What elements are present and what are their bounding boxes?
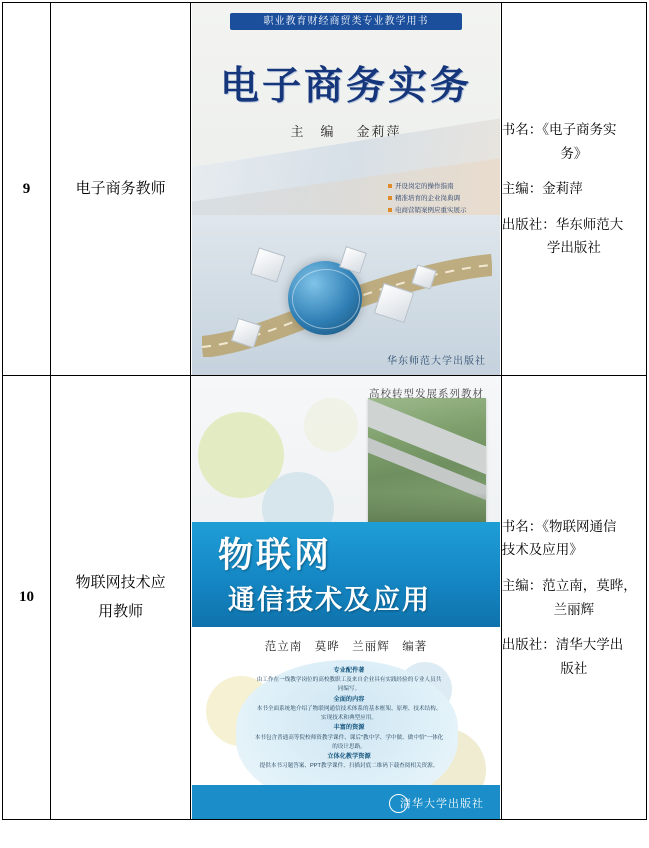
book-editor-line1: 主编：范立南，莫晔， [501, 577, 637, 593]
cover-desc-heading-2: 全面的内容 [333, 695, 365, 703]
book-title-info [502, 118, 646, 165]
table-row [3, 3, 647, 376]
book-list-table [2, 2, 647, 820]
row-role-line2: 用教师 [98, 603, 144, 620]
cover-photo [368, 398, 486, 526]
cover-bullet-1: 开设岗定的操作指南 [388, 181, 467, 193]
cover-bullet-2: 精准培育的企业岗典调 [388, 193, 467, 205]
book-editor-info [502, 574, 646, 621]
cover-desc-heading-1: 专业配件著 [333, 667, 365, 674]
book-title-line1: 书名：《物联网通信 [501, 518, 617, 534]
book-publisher-line2: 学出版社 [546, 240, 601, 256]
row-role-line1: 物联网技术应 [75, 575, 166, 591]
cover-electronic-commerce [192, 3, 500, 375]
book-editor-info [502, 177, 646, 201]
cover-desc-text-4: 提供本书习题答案、PPT教学课件、扫描封底二维码下载查阅相关资源。 [259, 763, 439, 770]
cover-authors: 范立南 莫晔 兰丽辉 编著 [264, 641, 428, 653]
cover-series-label: 高校转型发展系列教材 [369, 389, 484, 400]
cover-circle-3 [304, 398, 358, 452]
book-title-line2: 务》 [560, 145, 588, 161]
row-role: 电子商务教师 [51, 3, 191, 376]
cover-iot [192, 376, 500, 819]
cover-title-line2: 通信技术及应用 [228, 585, 431, 615]
cover-series-band: 职业教育财经商贸类专业教学用书 [230, 13, 462, 30]
book-publisher-line1: 出版社：清华大学出 [501, 637, 624, 653]
cover-desc-heading-3: 丰富的资源 [333, 724, 365, 732]
cover-title-line1: 物联网 [218, 536, 333, 575]
cover-desc-text-1: 由工作在一线教学岗位的高校教职工及来自企业具有实践经验的专业人员共同编写。 [256, 677, 442, 693]
row-index: 9 [3, 3, 51, 376]
cover-desc-text-3: 本书包含普通高等院校师资教学课件、课后"教中学、学中做、做中悟"一体化的设计思路。 [254, 734, 444, 750]
book-editor-line2: 兰丽辉 [553, 601, 595, 617]
cover-desc-heading-4: 立体化教学资源 [327, 753, 371, 761]
cover-bullet-3: 电商营销案例应重实展示 [388, 205, 467, 217]
book-publisher-line2: 版社 [560, 660, 588, 676]
table-row [3, 376, 647, 820]
book-publisher-line1: 出版社：华东师范大 [501, 216, 624, 232]
book-cover-image [191, 3, 501, 376]
book-title-line1: 书名：《电子商务实 [501, 121, 617, 137]
cover-editor-label: 主 编 [290, 124, 336, 139]
row-index: 10 [3, 376, 51, 820]
cover-publisher-mark: 华东师范大学出版社 [387, 356, 486, 367]
cover-globe-icon [288, 261, 362, 335]
cover-publisher-mark: 清华大学出版社 [400, 798, 484, 810]
cover-lower-panel [192, 215, 500, 375]
cover-title: 电子商务实务 [219, 65, 472, 108]
book-info-cell [501, 3, 646, 376]
cover-editor-name: 金莉萍 [356, 124, 402, 139]
book-title-line2: 技术及应用》 [501, 542, 583, 558]
book-cover-image [191, 376, 501, 820]
cover-desc-text-2: 本书全面系统地介绍了物联网通信技术体系的基本框架、原理、技术结构、实现技术和典型应用。 [256, 705, 442, 722]
row-role [51, 376, 191, 820]
cover-description [254, 666, 444, 771]
book-title-info [502, 515, 646, 562]
book-publisher-info [502, 213, 646, 260]
book-editor-line1: 主编：金莉萍 [501, 181, 583, 197]
book-info-cell [501, 376, 646, 820]
book-publisher-info [502, 633, 646, 680]
